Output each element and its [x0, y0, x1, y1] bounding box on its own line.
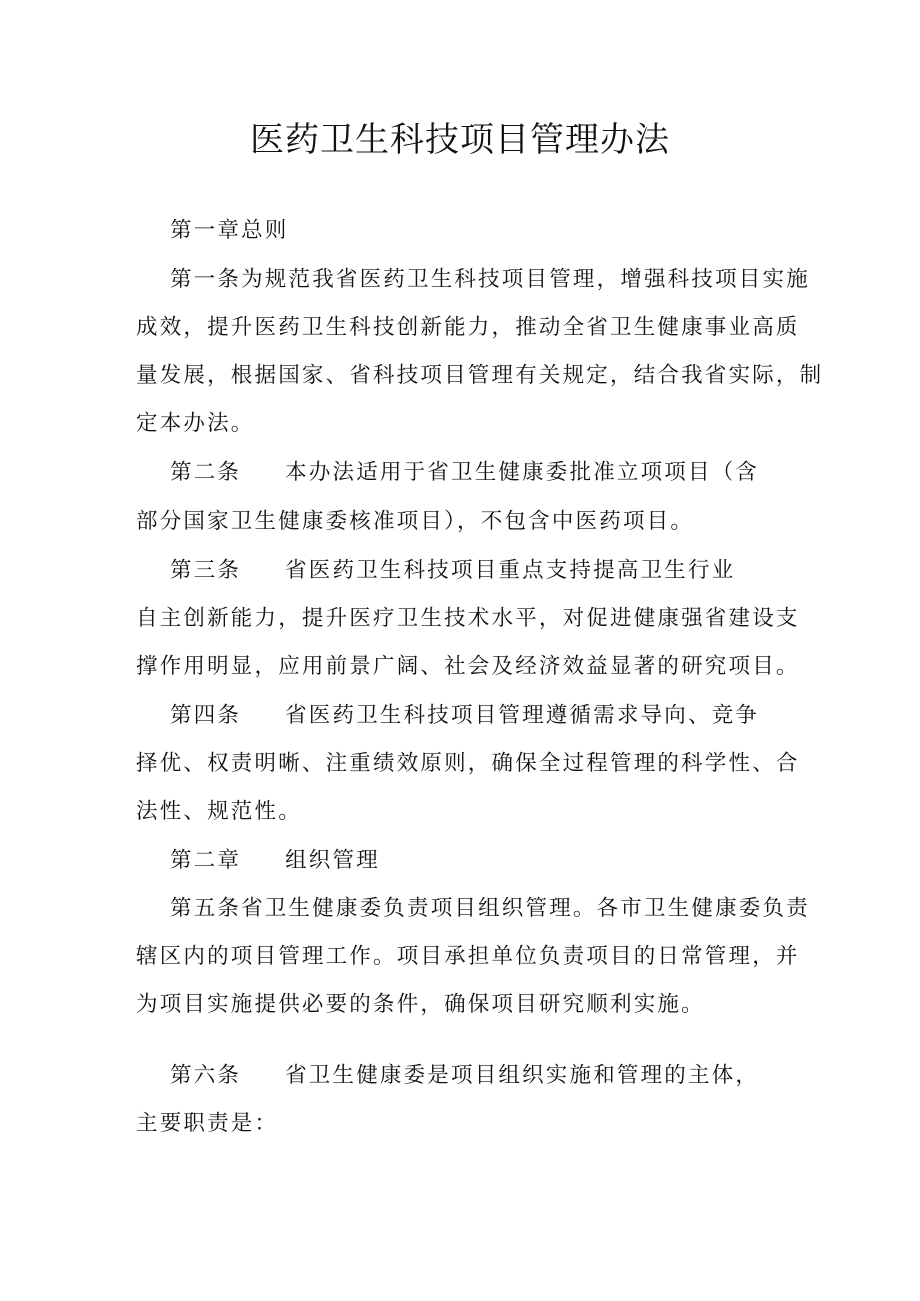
article-5-line-2: 辖区内的项目管理工作。项目承担单位负责项目的日常管理，并: [136, 944, 800, 969]
chapter-two-title: 组织管理: [285, 848, 380, 873]
article-6-line-1: [170, 1061, 759, 1091]
chapter-two-heading: [170, 846, 380, 876]
document-title: 医药卫生科技项目管理办法: [250, 120, 670, 160]
article-1-line-2: 成效，提升医药卫生科技创新能力，推动全省卫生健康事业高质: [136, 315, 800, 340]
article-1-line-4: 定本办法。: [136, 411, 255, 436]
article-4-line-1: [170, 701, 759, 731]
article-6-text: 省卫生健康委是项目组织实施和管理的主体，: [285, 1063, 760, 1088]
article-3-line-3: 撑作用明显，应用前景广阔、社会及经济效益显著的研究项目。: [136, 654, 800, 679]
article-2-line-2: 部分国家卫生健康委核准项目），不包含中医药项目。: [136, 509, 695, 534]
article-2-text: 本办法适用于省卫生健康委批准立项项目（含: [285, 460, 760, 485]
article-4-text: 省医药卫生科技项目管理遵循需求导向、竞争: [285, 703, 760, 728]
chapter-one-heading: 第一章总则: [170, 218, 289, 243]
article-5-line-1: 第五条省卫生健康委负责项目组织管理。各市卫生健康委负责: [170, 896, 810, 921]
article-1-line-1: 第一条为规范我省医药卫生科技项目管理，增强科技项目实施: [170, 267, 810, 292]
article-4-label: 第四条: [170, 703, 242, 728]
article-5-line-3: 为项目实施提供必要的条件，确保项目研究顺利实施。: [136, 992, 705, 1017]
article-4-line-3: 法性、规范性。: [136, 799, 302, 824]
article-1-line-3: 量发展，根据国家、省科技项目管理有关规定，结合我省实际，制: [136, 363, 824, 388]
article-6-label: 第六条: [170, 1063, 242, 1088]
article-3-line-1: [170, 556, 735, 586]
article-3-label: 第三条: [170, 558, 242, 583]
article-3-text: 省医药卫生科技项目重点支持提高卫生行业: [285, 558, 736, 583]
article-2-line-1: [170, 458, 759, 488]
chapter-two-label: 第二章: [170, 848, 242, 873]
article-4-line-2: 择优、权责明晰、注重绩效原则，确保全过程管理的科学性、合: [136, 751, 800, 776]
article-3-line-2: 自主创新能力，提升医疗卫生技术水平，对促进健康强省建设支: [136, 606, 800, 631]
article-6-line-2: 主要职责是：: [136, 1111, 279, 1136]
article-2-label: 第二条: [170, 460, 242, 485]
